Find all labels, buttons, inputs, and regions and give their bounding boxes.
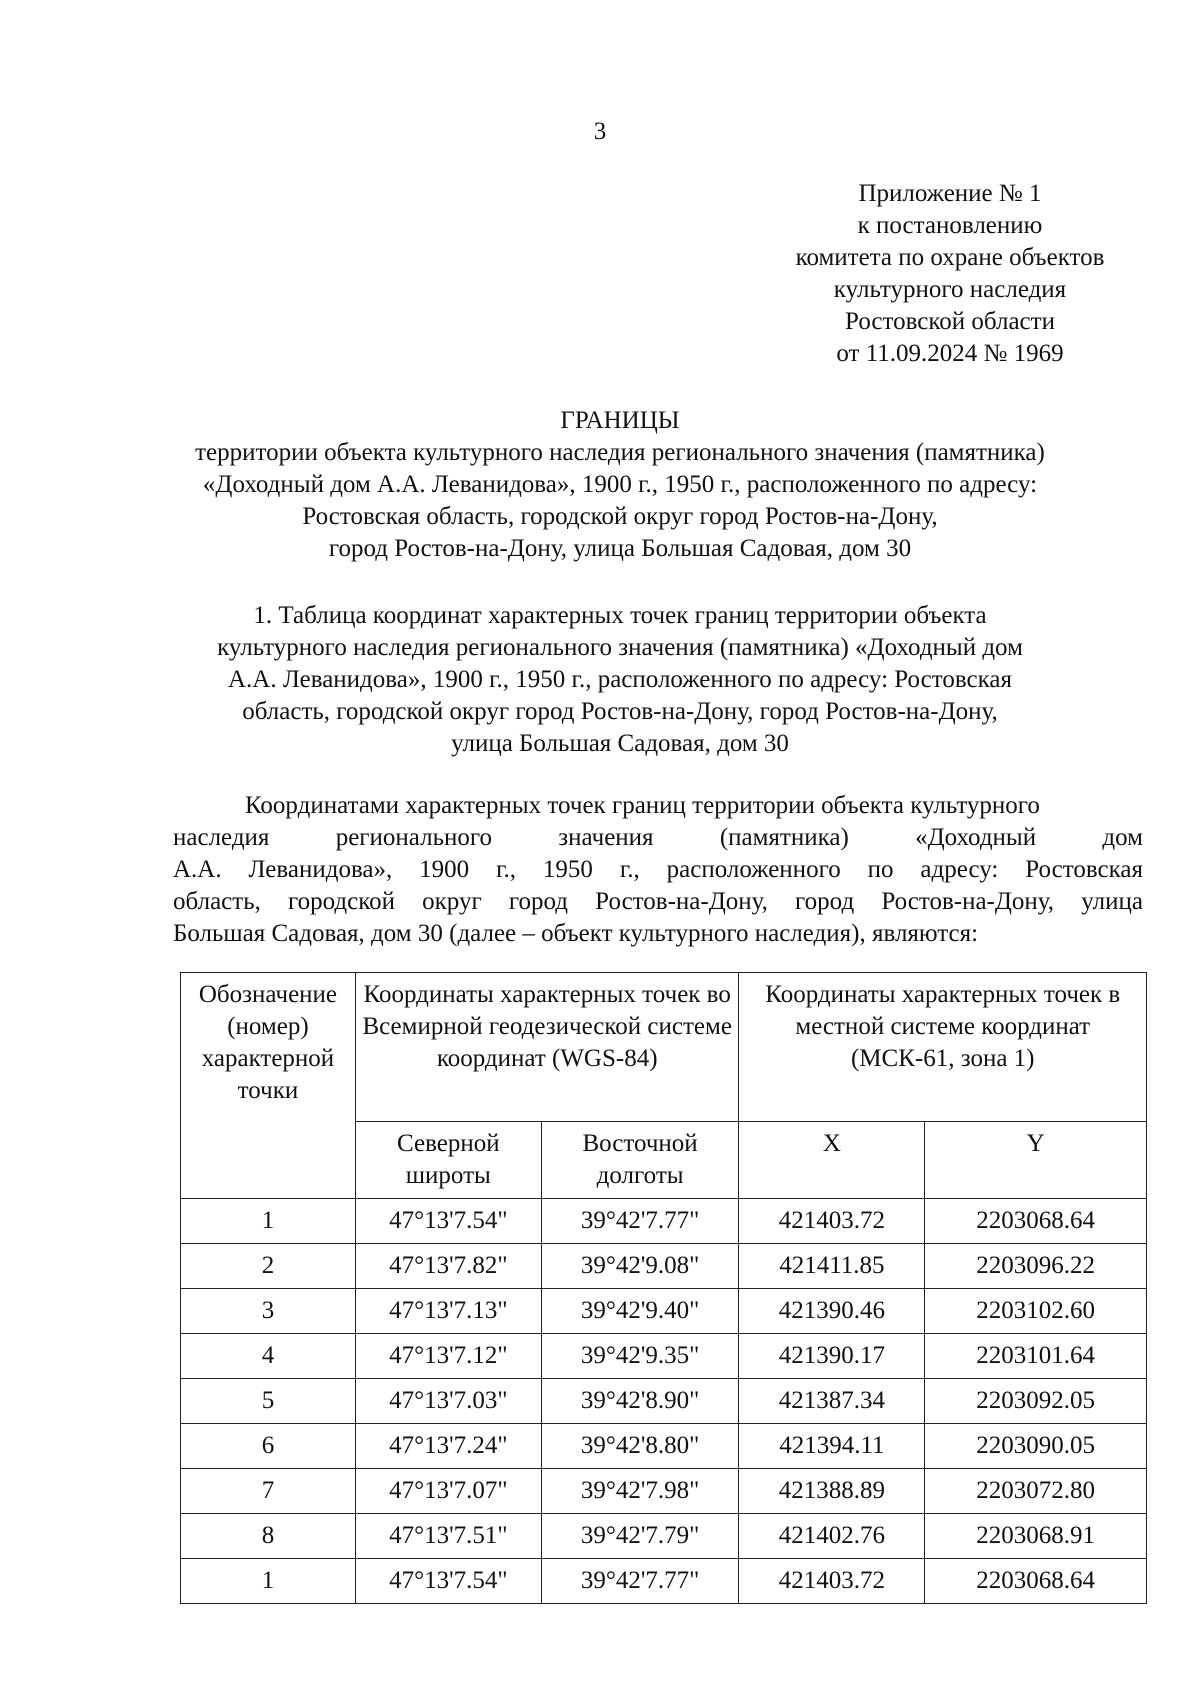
table-row <box>181 1379 1147 1424</box>
page-number: 3 <box>593 118 607 145</box>
title-heading: ГРАНИЦЫ <box>560 407 680 434</box>
cell-latitude: 47°13'7.54" <box>355 1199 541 1244</box>
paragraph-word: город <box>508 888 569 915</box>
header-latitude: Северной широты <box>355 1122 541 1199</box>
cell-x-coordinate: 421403.72 <box>739 1199 925 1244</box>
paragraph-word: Леванидова», <box>248 856 393 883</box>
paragraph-word: г., <box>619 856 640 883</box>
cell-x-coordinate: 421402.76 <box>739 1514 925 1559</box>
cell-latitude: 47°13'7.12" <box>355 1334 541 1379</box>
cell-point-number: 6 <box>181 1424 356 1469</box>
cell-longitude: 39°42'9.35" <box>541 1334 739 1379</box>
paragraph-line-justified <box>173 854 1143 886</box>
cell-longitude: 39°42'7.98" <box>541 1469 739 1514</box>
cell-y-coordinate: 2203068.91 <box>925 1514 1147 1559</box>
appendix-line: к постановлению <box>857 212 1043 239</box>
paragraph-word: 1900 <box>419 856 470 883</box>
cell-latitude: 47°13'7.82" <box>355 1244 541 1289</box>
paragraph-word: улица <box>1081 888 1143 915</box>
cell-y-coordinate: 2203072.80 <box>925 1469 1147 1514</box>
paragraph-word: наследия <box>173 824 270 851</box>
paragraph-word: городской <box>288 888 395 915</box>
cell-y-coordinate: 2203068.64 <box>925 1559 1147 1604</box>
table-row <box>181 1469 1147 1514</box>
cell-x-coordinate: 421411.85 <box>739 1244 925 1289</box>
document-title <box>160 405 1080 565</box>
cell-longitude: 39°42'8.90" <box>541 1379 739 1424</box>
section-line: улица Большая Садовая, дом 30 <box>451 730 789 757</box>
paragraph-word: округ <box>422 888 482 915</box>
cell-x-coordinate: 421390.17 <box>739 1334 925 1379</box>
cell-point-number: 8 <box>181 1514 356 1559</box>
appendix-line: Ростовской области <box>845 308 1055 335</box>
cell-longitude: 39°42'9.40" <box>541 1289 739 1334</box>
cell-longitude: 39°42'7.79" <box>541 1514 739 1559</box>
cell-point-number: 7 <box>181 1469 356 1514</box>
header-x: X <box>739 1122 925 1199</box>
appendix-line: от 11.09.2024 № 1969 <box>836 340 1064 367</box>
header-y: Y <box>925 1122 1147 1199</box>
header-msk61: Координаты характерных точек в местной системе координат (МСК-61, зона 1) <box>739 973 1147 1122</box>
table-row <box>181 1424 1147 1469</box>
table-row <box>181 1559 1147 1604</box>
paragraph-word: Ростов-на-Дону, <box>595 888 768 915</box>
cell-point-number: 1 <box>181 1199 356 1244</box>
paragraph-line-justified <box>173 822 1143 854</box>
section-line: культурного наследия регионального значения (памятника) «Доходный дом <box>217 634 1023 661</box>
cell-y-coordinate: 2203102.60 <box>925 1289 1147 1334</box>
table-row <box>181 1334 1147 1379</box>
cell-longitude: 39°42'8.80" <box>541 1424 739 1469</box>
paragraph-word: расположенного <box>666 856 841 883</box>
table-row <box>181 1199 1147 1244</box>
cell-x-coordinate: 421388.89 <box>739 1469 925 1514</box>
cell-y-coordinate: 2203096.22 <box>925 1244 1147 1289</box>
paragraph-word: город <box>795 888 855 915</box>
paragraph-word: регионального <box>335 824 492 851</box>
header-point-number: Обозначение (номер) характерной точки <box>181 973 356 1199</box>
coordinates-table <box>180 972 1147 1604</box>
cell-latitude: 47°13'7.51" <box>355 1514 541 1559</box>
paragraph-text: Большая Садовая, дом 30 (далее – объект культурного наследия), являются: <box>173 920 979 947</box>
paragraph-word: «Доходный <box>915 824 1037 851</box>
paragraph-line <box>173 918 1143 950</box>
cell-point-number: 3 <box>181 1289 356 1334</box>
paragraph-word: дом <box>1102 824 1143 851</box>
paragraph-word: Ростовская <box>1025 856 1143 883</box>
appendix-line: комитета по охране объектов <box>795 244 1105 271</box>
cell-x-coordinate: 421390.46 <box>739 1289 925 1334</box>
section-line: область, городской округ город Ростов-на-Дону, город Ростов-на-Дону, <box>242 698 998 725</box>
cell-y-coordinate: 2203101.64 <box>925 1334 1147 1379</box>
paragraph-word: область, <box>173 888 261 915</box>
section-line: А.А. Леванидова», 1900 г., 1950 г., расположенного по адресу: Ростовская <box>227 666 1012 693</box>
paragraph-line <box>173 790 1143 822</box>
cell-y-coordinate: 2203090.05 <box>925 1424 1147 1469</box>
cell-x-coordinate: 421394.11 <box>739 1424 925 1469</box>
cell-point-number: 2 <box>181 1244 356 1289</box>
table-row <box>181 1244 1147 1289</box>
title-line: город Ростов-на-Дону, улица Большая Садовая, дом 30 <box>328 535 912 562</box>
paragraph-word: Ростов-на-Дону, <box>881 888 1055 915</box>
cell-y-coordinate: 2203092.05 <box>925 1379 1147 1424</box>
section-heading <box>160 600 1080 760</box>
paragraph-text: Координатами характерных точек границ территории объекта культурного <box>245 792 1040 819</box>
body-paragraph <box>173 790 1143 950</box>
cell-point-number: 1 <box>181 1559 356 1604</box>
paragraph-word: А.А. <box>173 856 222 883</box>
cell-point-number: 5 <box>181 1379 356 1424</box>
title-line: территории объекта культурного наследия регионального значения (памятника) <box>195 439 1045 466</box>
appendix-line: Приложение № 1 <box>858 180 1042 207</box>
title-line: Ростовская область, городской округ город Ростов-на-Дону, <box>302 503 938 530</box>
table-row <box>181 1514 1147 1559</box>
cell-latitude: 47°13'7.54" <box>355 1559 541 1604</box>
paragraph-word: г., <box>496 856 517 883</box>
cell-x-coordinate: 421387.34 <box>739 1379 925 1424</box>
cell-latitude: 47°13'7.07" <box>355 1469 541 1514</box>
cell-y-coordinate: 2203068.64 <box>925 1199 1147 1244</box>
appendix-line: культурного наследия <box>833 276 1067 303</box>
paragraph-word: значения <box>558 824 654 851</box>
paragraph-word: адресу: <box>920 856 999 883</box>
section-line: 1. Таблица координат характерных точек границ территории объекта <box>253 602 987 629</box>
cell-point-number: 4 <box>181 1334 356 1379</box>
table-body <box>181 1199 1147 1604</box>
cell-latitude: 47°13'7.24" <box>355 1424 541 1469</box>
appendix-header <box>740 178 1160 370</box>
paragraph-word: по <box>867 856 894 883</box>
table-row <box>181 1289 1147 1334</box>
title-line: «Доходный дом А.А. Леванидова», 1900 г., 1950 г., расположенного по адресу: <box>202 471 1038 498</box>
cell-x-coordinate: 421403.72 <box>739 1559 925 1604</box>
paragraph-line-justified <box>173 886 1143 918</box>
cell-latitude: 47°13'7.03" <box>355 1379 541 1424</box>
cell-latitude: 47°13'7.13" <box>355 1289 541 1334</box>
paragraph-word: 1950 <box>542 856 593 883</box>
cell-longitude: 39°42'7.77" <box>541 1559 739 1604</box>
header-longitude: Восточной долготы <box>541 1122 739 1199</box>
header-wgs84: Координаты характерных точек во Всемирной геодезической системе координат (WGS-84) <box>355 973 739 1122</box>
paragraph-word: (памятника) <box>719 824 849 851</box>
cell-longitude: 39°42'7.77" <box>541 1199 739 1244</box>
cell-longitude: 39°42'9.08" <box>541 1244 739 1289</box>
